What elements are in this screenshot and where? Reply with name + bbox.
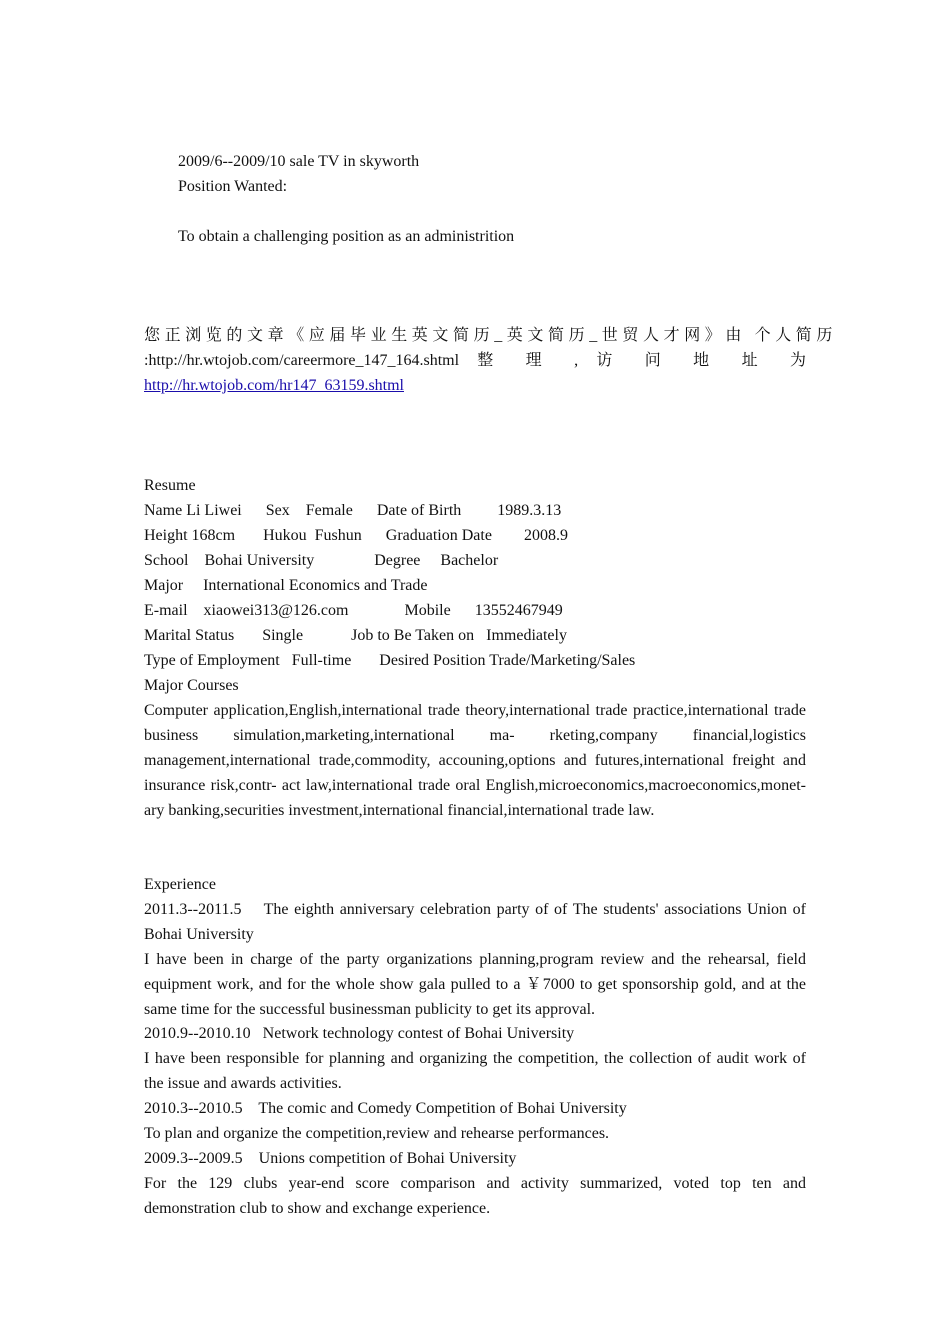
experience-text: To plan and organize the competition,review and rehearse performances. <box>144 1125 610 1142</box>
source-notice-line2: :http://hr.wtojob.com/careermore_147_164.shtml 整 理 , 访 问 地 址 为 <box>144 352 806 369</box>
experience-text: I have been in charge of the party organizations planning,program review and the rehearsal, field equipment work, and for the whole show gala pulled to a ￥7000 to get sponsorship gold, and at the same time for the successful businessman publicity to get its approval. <box>144 951 806 1018</box>
resume-row-school: School Bohai University Degree Bachelor <box>144 552 499 569</box>
experience-text: For the 129 clubs year-end score comparison and activity summarized, voted top ten and demonstration club to show and exchange experience. <box>144 1175 806 1217</box>
resume-row-height: Height 168cm Hukou Fushun Graduation Date 2008.9 <box>144 527 568 544</box>
resume-row-email: E-mail xiaowei313@126.com Mobile 13552467949 <box>144 602 563 619</box>
objective-text: To obtain a challenging position as an administrition <box>178 228 515 245</box>
experience-heading: 2010.9--2010.10 Network technology contest of Bohai University <box>144 1025 575 1042</box>
experience-heading: 2009.3--2009.5 Unions competition of Bohai University <box>144 1150 517 1167</box>
experience-title: Experience <box>144 876 216 893</box>
source-link[interactable]: http://hr.wtojob.com/hr147_63159.shtml <box>144 377 404 394</box>
position-wanted-label: Position Wanted: <box>178 178 288 195</box>
major-courses-title: Major Courses <box>144 677 239 694</box>
resume-row-name: Name Li Liwei Sex Female Date of Birth 1989.3.13 <box>144 502 562 519</box>
experience-text: I have been responsible for planning and organizing the competition, the collection of audit work of the issue and awards activities. <box>144 1050 806 1092</box>
experience-heading: 2010.3--2010.5 The comic and Comedy Competition of Bohai University <box>144 1100 627 1117</box>
resume-row-major: Major International Economics and Trade <box>144 577 428 594</box>
resume-title: Resume <box>144 477 196 494</box>
work-history-line: 2009/6--2009/10 sale TV in skyworth <box>178 153 420 170</box>
resume-row-employment: Type of Employment Full-time Desired Position Trade/Marketing/Sales <box>144 652 636 669</box>
resume-row-marital: Marital Status Single Job to Be Taken on Immediately <box>144 627 567 644</box>
experience-heading: 2011.3--2011.5 The eighth anniversary celebration party of of The students' associations Union of Bohai University <box>144 901 810 943</box>
source-notice-line1: 您正浏览的文章《应届毕业生英文简历_英文简历_世贸人才网》由 个人简历 <box>144 327 838 344</box>
major-courses-text: Computer application,English,international trade theory,international trade practice,international trade business simulation,marketing,international ma- rketing,company financial,logistics management,international trade,commodity, accouning,options and futures,international freight and insurance risk,contr- act law,international trade oral English,microeconomics,macroeconomics,monet- ary banking,securities investment,international financial,international trade law. <box>144 702 806 819</box>
